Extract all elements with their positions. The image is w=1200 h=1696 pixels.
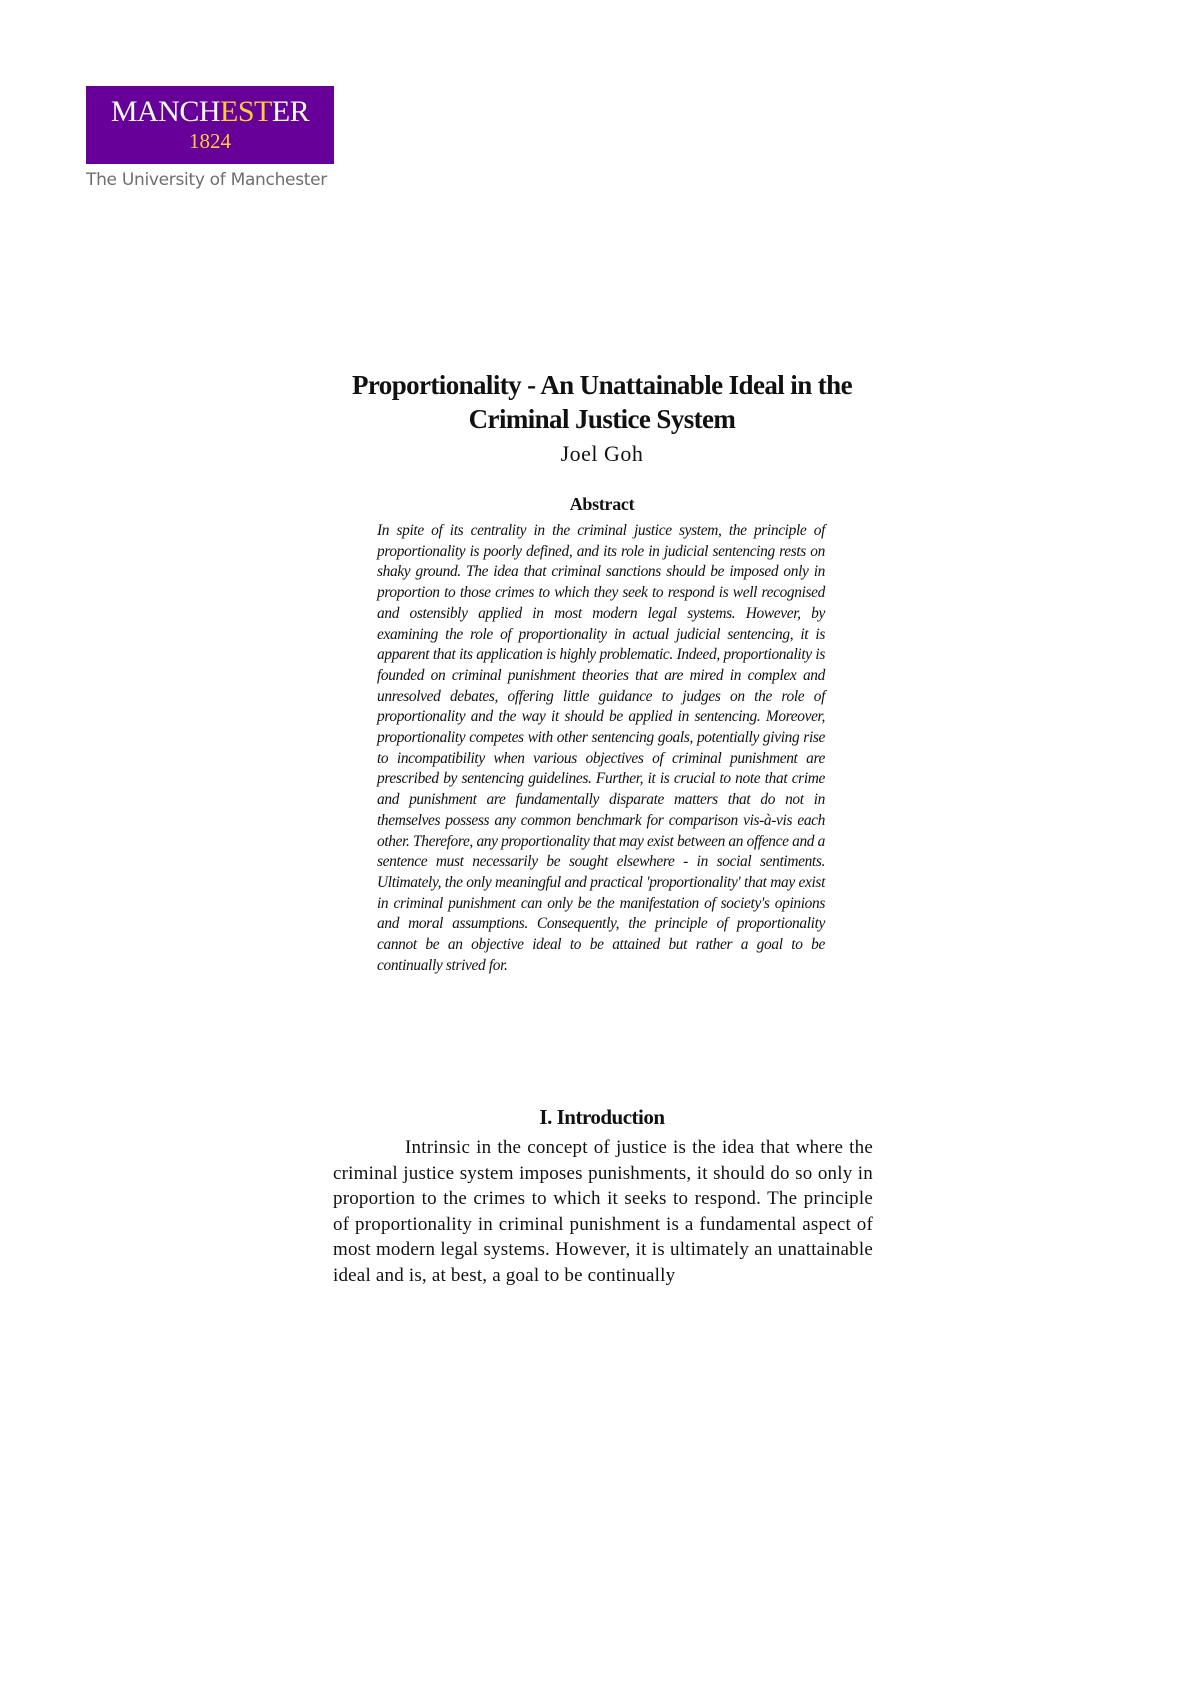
logo-subtitle: The University of Manchester xyxy=(86,170,327,190)
section-heading-introduction: I. Introduction xyxy=(539,1105,665,1129)
logo-word-part3: ER xyxy=(271,95,310,128)
abstract-heading: Abstract xyxy=(569,494,635,514)
paper-title-line1: Proportionality - An Unattainable Ideal in the xyxy=(352,370,852,400)
paper-author: Joel Goh xyxy=(560,441,644,466)
logo-word-part1: MANCH xyxy=(110,95,220,128)
paper-title-line2: Criminal Justice System xyxy=(468,404,736,434)
paper-title xyxy=(300,368,904,436)
logo-wordmark xyxy=(86,96,334,128)
logo-badge xyxy=(86,86,334,164)
university-logo xyxy=(86,86,334,190)
abstract-text: In spite of its centrality in the criminal justice system, the principle of proportionality is poorly defined, and its role in judicial sentencing rests on shaky ground. The idea that criminal sanctions should be imposed only in proportion to those crimes to which they seek to respond is well recognised and ostensibly applied in most modern legal systems. However, by examining the role of proportionality in actual judicial sentencing, it is apparent that its application is highly problematic. Indeed, proportionality is founded on criminal punishment theories that are mired in complex and unresolved debates, offering little guidance to judges on the role of proportionality and the way it should be applied in sentencing. Moreover, proportionality competes with other sentencing goals, potentially giving rise to incompatibility when various objectives of criminal punishment are prescribed by sentencing guidelines. Further, it is crucial to note that crime and punishment are fundamentally disparate matters that do not in themselves possess any common benchmark for comparison vis-à-vis each other. Therefore, any proportionality that may exist between an offence and a sentence must necessarily be sought elsewhere - in social sentiments. Ultimately, the only meaningful and practical 'proportionality' that may exist in criminal punishment can only be the manifestation of society's opinions and moral assumptions. Consequently, the principle of proportionality cannot be an objective ideal to be attained but rather a goal to be continually strived for. xyxy=(377,522,825,974)
logo-word-part2: EST xyxy=(220,95,272,128)
introduction-paragraph: Intrinsic in the concept of justice is the idea that where the criminal justice system imposes punishments, it should do so only in proportion to the crimes to which it seeks to respond. The principle of proportionality in criminal punishment is a fundamental aspect of most modern legal systems. However, it is ultimately an unattainable ideal and is, at best, a goal to be continually xyxy=(333,1137,873,1286)
logo-year: 1824 xyxy=(189,129,231,153)
